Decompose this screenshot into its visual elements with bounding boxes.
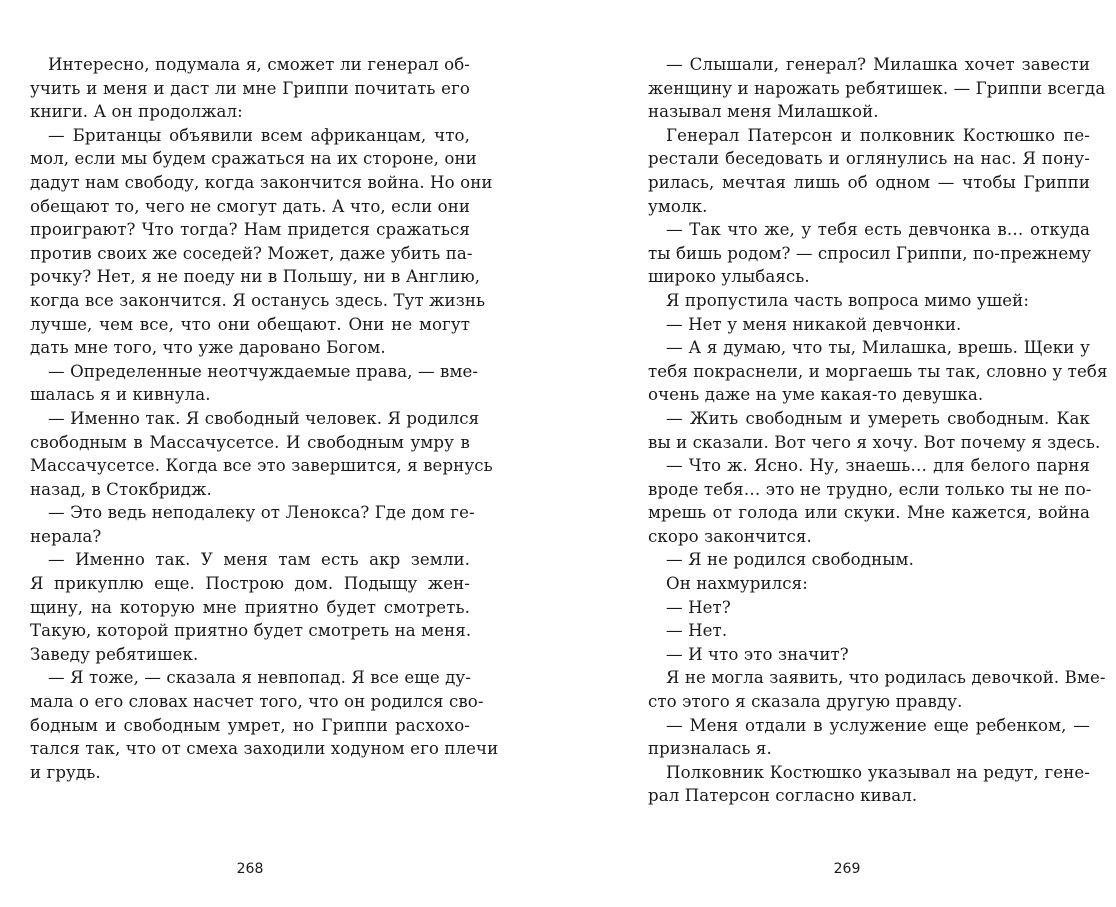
text-line: учить и меня и даст ли мне Гриппи почитать его [30, 78, 470, 98]
text-line: мрешь от голода или скуки. Мне кажется, война [648, 503, 1090, 523]
text-line: нерала? [30, 526, 102, 546]
text-line: — Я тоже, — сказала я невпопад. Я все еще ду- [48, 668, 471, 688]
text-line: — Слышали, генерал? Милашка хочет завести [666, 55, 1090, 74]
text-line: тебя покраснели, и моргаешь ты так, словно у тебя [648, 361, 1108, 381]
text-line: и грудь. [30, 762, 101, 782]
text-line: проиграют? Что тогда? Нам придется сражаться [30, 220, 470, 240]
text-line: — Британцы объявили всем африканцам, что, [48, 125, 470, 145]
text-line: — Нет у меня никакой девчонки. [666, 314, 962, 334]
text-line: Такую, которой приятно будет смотреть на меня. [30, 621, 472, 641]
text-line: Он нахмурился: [666, 574, 808, 594]
left-page-number: 268 [236, 861, 264, 877]
text-line: вы и сказали. Вот чего я хочу. Вот почему я здесь. [648, 432, 1101, 452]
text-line: рал Патерсон согласно кивал. [648, 786, 918, 806]
text-line: умолк. [648, 196, 708, 216]
text-line: — Определенные неотчуждаемые права, — вме- [48, 361, 479, 381]
text-line: Я пропустила часть вопроса мимо ушей: [666, 290, 1030, 310]
text-line: Заведу ребятишек. [30, 644, 199, 664]
text-line: Генерал Патерсон и полковник Костюшко пе- [666, 125, 1090, 145]
text-line: — Меня отдали в услужение еще ребенком, — [666, 715, 1090, 735]
text-line: бодным и свободным умрет, но Гриппи расхохо- [30, 715, 470, 735]
text-line: Я не могла заявить, что родилась девочкой. Вме- [666, 668, 1106, 688]
left-page-text [30, 53, 499, 784]
text-line: — Именно так. У меня там есть акр земли. [48, 550, 470, 570]
text-line: Полковник Костюшко указывал на редут, гене- [666, 762, 1090, 782]
text-line: — Жить свободным и умереть свободным. Как [666, 408, 1090, 428]
text-line: ты бишь родом? — спросил Гриппи, по-прежнему [648, 243, 1092, 263]
text-line: — И что это значит? [666, 644, 849, 664]
text-line: дадут нам свободу, когда закончится война. Но они [30, 172, 493, 192]
text-line: книги. А он продолжал: [30, 102, 243, 122]
text-line: назад, в Стокбридж. [30, 479, 212, 499]
text-line: против своих же соседей? Может, даже убить па- [30, 243, 473, 263]
text-line: лучше, чем все, что они обещают. Они не могут [30, 314, 470, 334]
left-page [0, 0, 540, 907]
text-line: — Нет. [666, 621, 728, 641]
text-line: Массачусетсе. Когда все это завершится, я вернусь [30, 456, 493, 476]
text-line: рочку? Нет, я не поеду ни в Польшу, ни в Англию, [30, 267, 481, 287]
text-line: свободным в Массачусетсе. И свободным умру в [30, 432, 470, 452]
text-line: шалась я и кивнула. [30, 385, 211, 405]
text-line: щину, на которую мне приятно будет смотреть. [30, 597, 470, 617]
text-line: мол, если мы будем сражаться на их стороне, они [30, 149, 477, 169]
text-line: — Так что же, у тебя есть девчонка в… откуда [666, 220, 1090, 240]
text-line: мала о его словах насчет того, что он родился сво- [30, 692, 484, 712]
text-line: — А я думаю, что ты, Милашка, врешь. Щеки у [666, 338, 1090, 358]
right-page-number: 269 [833, 861, 861, 877]
text-line: сто этого я сказала другую правду. [648, 692, 963, 712]
text-line: называл меня Милашкой. [648, 102, 879, 122]
text-line: рестали беседовать и оглянулись на нас. Я пону- [648, 149, 1090, 169]
right-page-text [648, 53, 1108, 808]
text-line: дать мне того, что уже даровано Богом. [30, 338, 386, 358]
text-line: — Именно так. Я свободный человек. Я родился [48, 408, 480, 428]
text-line: очень даже на уме какая-то девушка. [648, 385, 984, 405]
text-line: когда все закончится. Я останусь здесь. Тут жизнь [30, 290, 486, 310]
text-line: Я прикуплю еще. Построю дом. Подыщу жен- [30, 574, 470, 594]
text-line: Интересно, подумала я, сможет ли генерал об- [48, 55, 470, 74]
text-line: женщину и нарожать ребятишек. — Гриппи всегда [648, 78, 1106, 98]
text-line: широко улыбаясь. [648, 267, 810, 287]
text-line: — Это ведь неподалеку от Ленокса? Где дом ге- [48, 503, 475, 523]
text-line: рилась, мечтая лишь об одном — чтобы Гриппи [648, 172, 1090, 192]
text-line: — Нет? [666, 597, 731, 617]
text-line: — Что ж. Ясно. Ну, знаешь… для белого парня [666, 456, 1090, 476]
text-line: — Я не родился свободным. [666, 550, 914, 570]
text-line: тался так, что от смеха заходили ходуном его плечи [30, 739, 499, 759]
text-line: обещают то, чего не смогут дать. А что, если они [30, 196, 471, 216]
text-line: призналась я. [648, 739, 772, 759]
right-page [576, 0, 1116, 907]
text-line: скоро закончится. [648, 526, 812, 546]
text-line: вроде тебя… это не трудно, если только ты не по- [648, 479, 1092, 499]
